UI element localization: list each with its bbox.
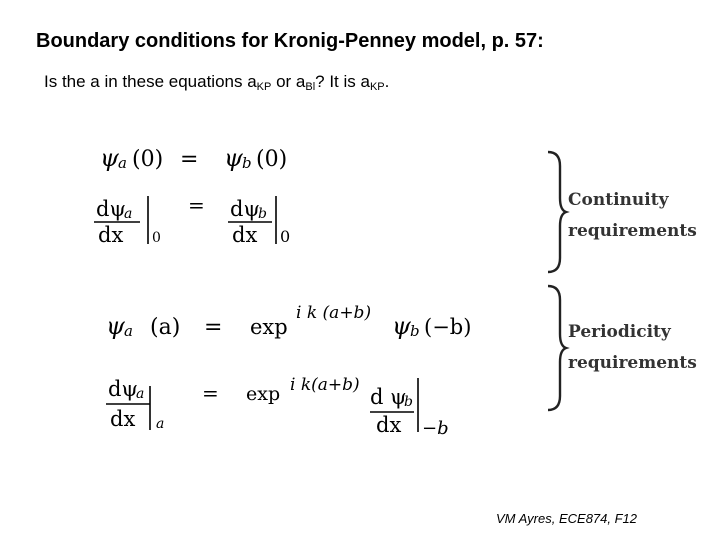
svg-text:b: b [258, 206, 267, 222]
svg-text:exp: exp [246, 383, 281, 405]
svg-text:=: = [202, 381, 219, 405]
svg-text:dx: dx [110, 407, 136, 431]
equation-continuity-derivative [94, 193, 290, 247]
svg-text:ψ: ψ [106, 312, 125, 340]
svg-text:a: a [156, 416, 165, 432]
question-sub-1: KP [256, 81, 272, 93]
continuity-label-line2: requirements [568, 221, 697, 241]
svg-text:dx: dx [232, 223, 258, 247]
question-part-4: . [384, 72, 390, 91]
svg-text:dψ: dψ [230, 197, 260, 221]
svg-text:b: b [242, 154, 252, 172]
svg-text:a: a [118, 154, 127, 172]
svg-text:ψ: ψ [224, 144, 243, 172]
svg-text:i k(a+b): i k(a+b) [290, 375, 360, 395]
svg-text:b: b [404, 394, 413, 410]
continuity-label [568, 185, 697, 247]
continuity-brace [548, 152, 566, 272]
svg-text:dx: dx [376, 413, 402, 437]
svg-text:(−b): (−b) [424, 315, 472, 339]
svg-text:dψ: dψ [108, 377, 138, 401]
equation-periodicity-derivative [106, 375, 449, 439]
svg-text:exp: exp [250, 315, 288, 339]
svg-text:d ψ: d ψ [370, 385, 407, 409]
periodicity-label-line1: Periodicity [568, 322, 671, 342]
svg-text:−b: −b [422, 418, 449, 439]
question-part-1: Is the a in these equations a [44, 72, 257, 91]
svg-text:dψ: dψ [96, 197, 126, 221]
svg-text:(0): (0) [132, 147, 164, 172]
svg-text:(a): (a) [150, 315, 181, 340]
svg-text:ψ: ψ [100, 144, 119, 172]
equation-continuity-value [100, 144, 287, 172]
footer-credit: VM Ayres, ECE874, F12 [496, 511, 638, 526]
periodicity-label [568, 317, 697, 379]
question-part-3: ? It is a [315, 72, 370, 91]
svg-text:a: a [136, 386, 145, 402]
question-sub-2: Bl [305, 81, 316, 93]
svg-text:dx: dx [98, 223, 124, 247]
svg-text:(0): (0) [256, 147, 288, 172]
svg-text:=: = [180, 147, 199, 172]
svg-text:=: = [204, 315, 223, 340]
svg-text:a: a [124, 206, 133, 222]
svg-text:a: a [124, 322, 133, 340]
svg-text:=: = [188, 193, 205, 217]
slide-title: Boundary conditions for Kronig-Penney model, p. 57: [36, 30, 544, 52]
svg-text:0: 0 [152, 230, 161, 246]
continuity-label-line1: Continuity [568, 190, 669, 210]
periodicity-brace [548, 286, 566, 410]
svg-text:b: b [410, 322, 420, 340]
equation-periodicity-value [106, 303, 471, 340]
periodicity-label-line2: requirements [568, 353, 697, 373]
question-sub-3: KP [369, 81, 385, 93]
svg-text:0: 0 [280, 227, 291, 246]
svg-text:ψ: ψ [392, 312, 411, 340]
svg-text:i k (a+b): i k (a+b) [296, 303, 372, 323]
question-part-2: or a [271, 72, 306, 91]
